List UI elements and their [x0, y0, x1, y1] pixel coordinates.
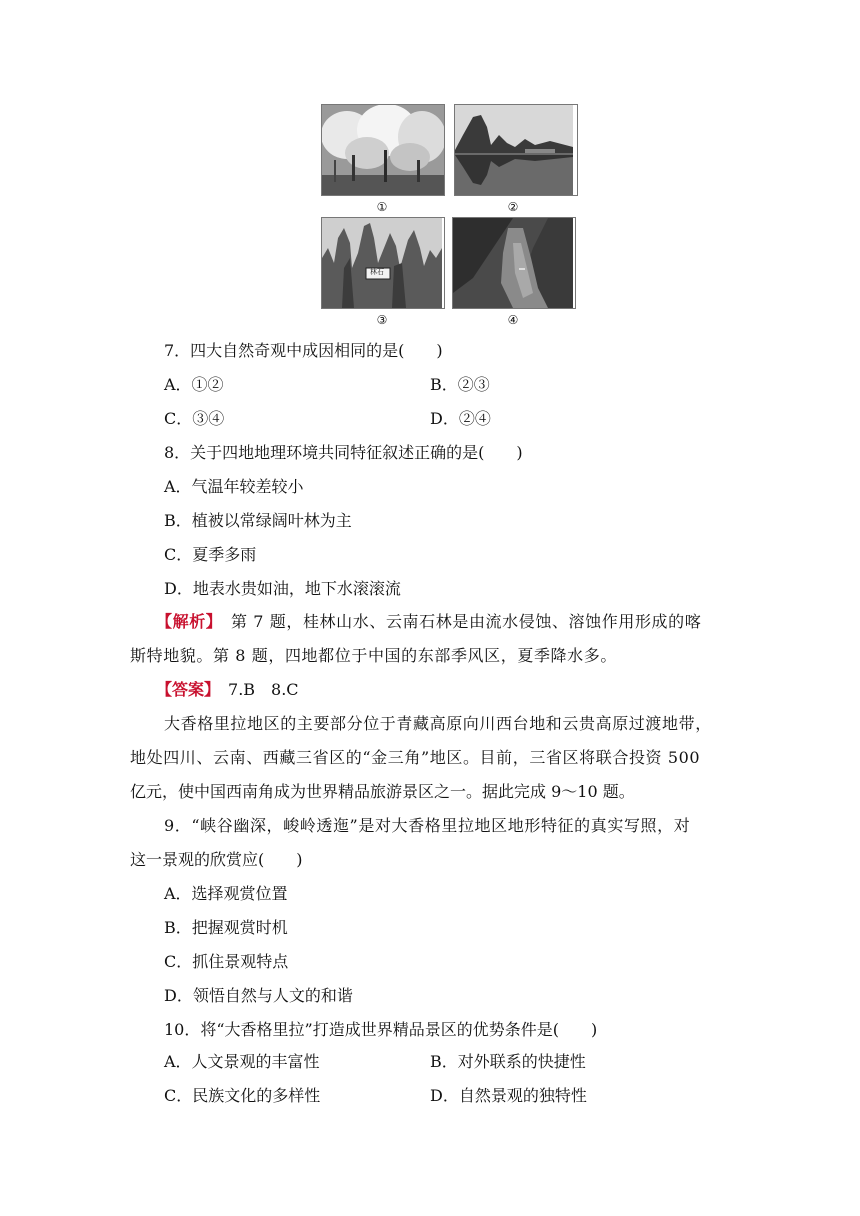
answer-text: 7.B 8.C: [212, 680, 299, 699]
photo-caption-3: ③: [376, 313, 388, 327]
question-9-option-c: C．抓住景观特点: [164, 952, 289, 971]
photo-caption-1: ①: [376, 200, 388, 214]
question-9-option-d: D．领悟自然与人文的和谐: [164, 986, 353, 1005]
question-10-option-b: B．对外联系的快捷性: [430, 1052, 586, 1071]
photo-karst-river: [454, 104, 578, 196]
analysis-label: 【解析】: [156, 612, 215, 631]
question-8-option-b: B．植被以常绿阔叶林为主: [164, 511, 352, 530]
analysis-text-1: 第 7 题，桂林山水、云南石林是由流水侵蚀、溶蚀作用形成的喀: [214, 612, 702, 631]
photo-river-canyon: [452, 217, 576, 309]
photo-stone-forest: [321, 217, 445, 309]
question-7-option-c: C．③④: [164, 409, 225, 428]
answer-label: 【答案】: [156, 680, 213, 699]
question-10-option-d: D．自然景观的独特性: [430, 1086, 587, 1105]
question-7-option-a: A．①②: [164, 375, 224, 394]
passage-line-3: 亿元，使中国西南角成为世界精品旅游景区之一。据此完成 9～10 题。: [130, 782, 635, 801]
question-7-option-b: B．②③: [430, 375, 490, 394]
question-9-stem-2: 这一景观的欣赏应( ): [130, 850, 303, 869]
question-8-option-d: D．地表水贵如油，地下水滚滚流: [164, 579, 401, 598]
passage-line-1: 大香格里拉地区的主要部分位于青藏高原向川西台地和云贵高原过渡地带，: [164, 714, 712, 733]
question-9-option-a: A．选择观赏位置: [164, 884, 288, 903]
stone-forest-sign: 林石: [370, 268, 384, 276]
question-8-stem: 8．关于四地地理环境共同特征叙述正确的是( ): [164, 443, 523, 462]
question-10-stem: 10．将“大香格里拉”打造成世界精品景区的优势条件是( ): [164, 1020, 598, 1039]
analysis-line-2: 斯特地貌。第 8 题，四地都位于中国的东部季风区，夏季降水多。: [130, 646, 617, 665]
question-8-option-a: A．气温年较差较小: [164, 477, 304, 496]
passage-line-2: 地处四川、云南、西藏三省区的“金三角”地区。目前，三省区将联合投资 500: [130, 748, 701, 767]
photo-caption-2: ②: [507, 200, 519, 214]
question-9-stem-1: 9．“峡谷幽深，峻岭透迤”是对大香格里拉地区地形特征的真实写照，对: [164, 816, 691, 835]
photo-rime-trees: [321, 104, 445, 196]
question-8-option-c: C．夏季多雨: [164, 545, 257, 564]
question-7-option-d: D．②④: [430, 409, 491, 428]
analysis-line-1: [156, 609, 701, 632]
answer-line: [156, 677, 299, 700]
photo-caption-4: ④: [507, 313, 519, 327]
question-10-option-c: C．民族文化的多样性: [164, 1086, 321, 1105]
question-9-option-b: B．把握观赏时机: [164, 918, 288, 937]
question-7-stem: 7．四大自然奇观中成因相同的是( ): [164, 341, 443, 360]
question-10-option-a: A．人文景观的丰富性: [164, 1052, 320, 1071]
